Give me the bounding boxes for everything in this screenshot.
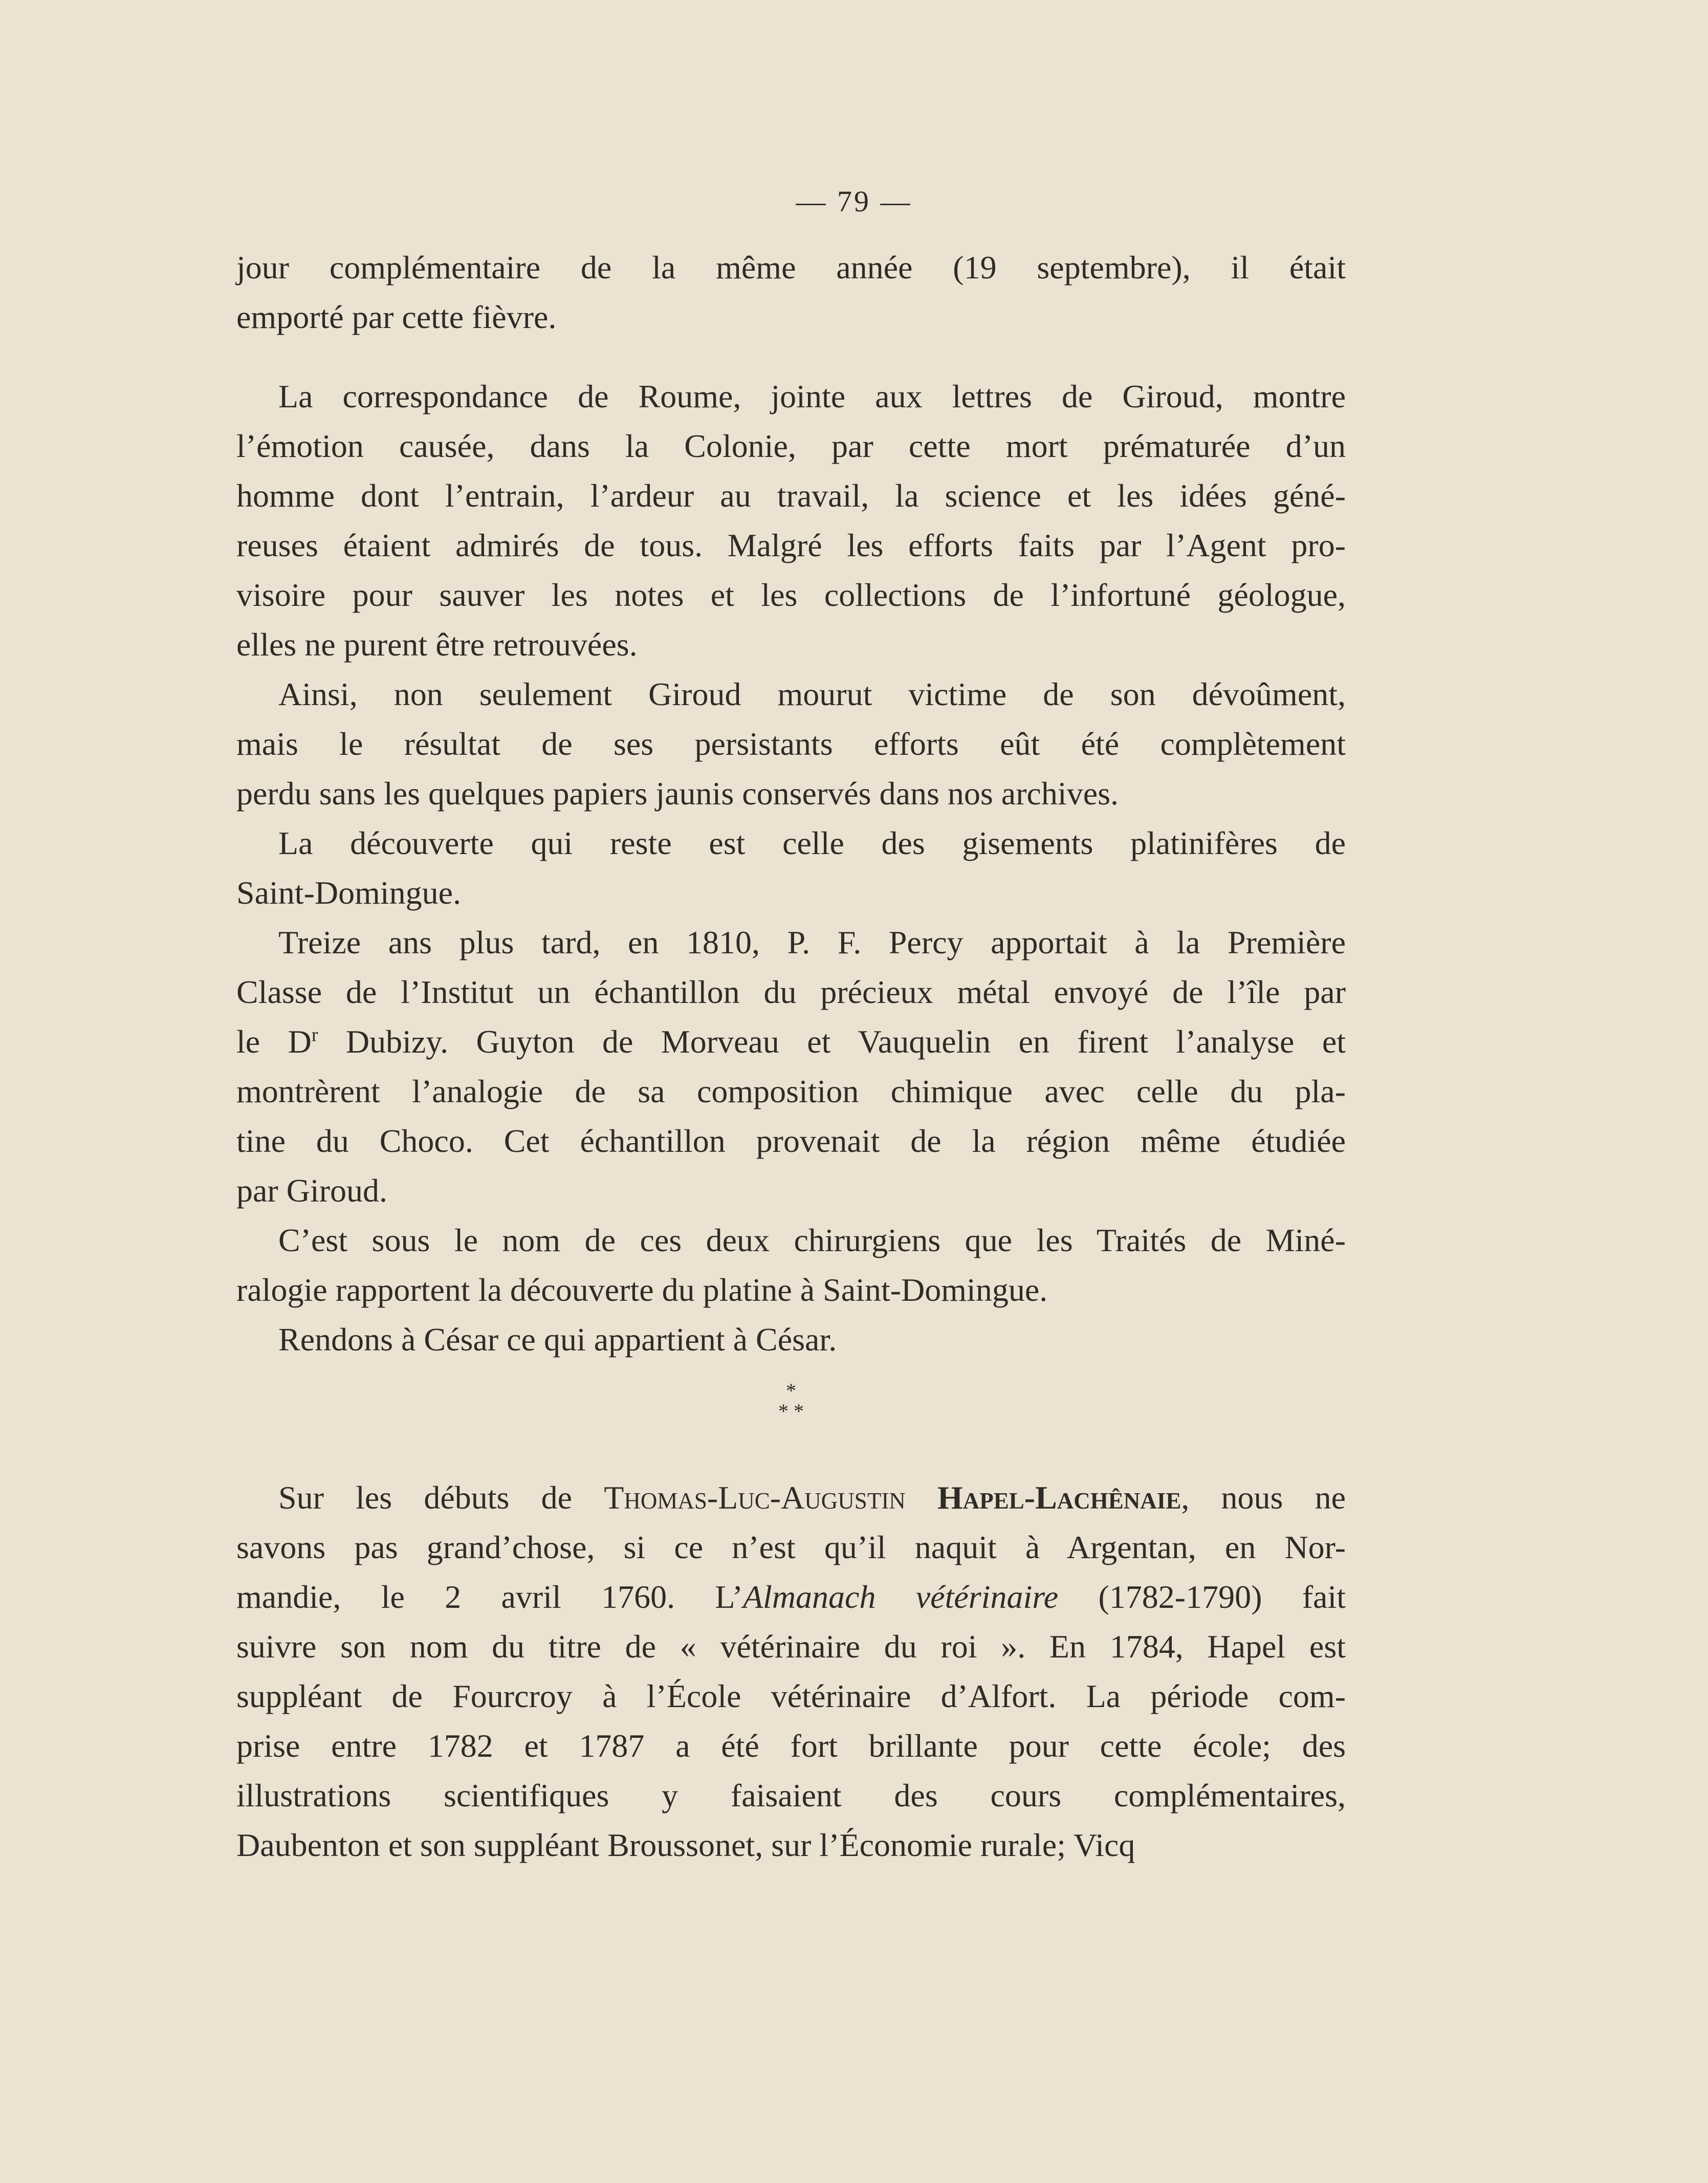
text-run: reuses étaient admirés de tous. Malgré les efforts faits par l’Agent pro- — [236, 527, 1346, 563]
text-run: le D — [236, 1023, 312, 1060]
text-run: emporté par cette fièvre. — [236, 299, 557, 335]
text-run: l’émotion causée, dans la Colonie, par cette mort prématurée d’un — [236, 428, 1346, 464]
text-run: mais le résultat de ses persistants efforts eût été complètement — [236, 726, 1346, 762]
paragraph — [236, 918, 1346, 1215]
text-run: montrèrent l’analogie de sa composition chimique avec celle du pla- — [236, 1073, 1346, 1109]
text-run: illustrations scientifiques y faisaient des cours complémentaires, — [236, 1777, 1346, 1814]
text-run: Sur les débuts de — [278, 1479, 604, 1516]
text-line — [236, 620, 1346, 669]
page-number: — 79 — — [796, 185, 912, 218]
text-line — [236, 719, 1346, 769]
text-line — [236, 918, 1346, 967]
text-line — [236, 1522, 1346, 1572]
text-line — [236, 1215, 1346, 1265]
text-run: r — [311, 1024, 318, 1046]
text-run: ralogie rapportent la découverte du platine à Saint-Domingue. — [236, 1272, 1048, 1308]
paragraph — [236, 818, 1346, 918]
text-run: Treize ans plus tard, en 1810, P. F. Percy apportait à la Première — [278, 924, 1346, 960]
text-line — [236, 292, 1346, 342]
paragraph — [236, 669, 1346, 818]
text-run: C’est sous le nom de ces deux chirurgiens que les Traités de Miné- — [278, 1222, 1346, 1258]
text-line — [236, 818, 1346, 868]
text-line — [236, 520, 1346, 570]
text-line — [236, 1473, 1346, 1522]
text-run — [906, 1479, 937, 1516]
text-line — [236, 1315, 1346, 1364]
text-run: jour complémentaire de la même année (19 septembre), il était — [236, 249, 1346, 286]
text-run: Ainsi, non seulement Giroud mourut victime de son dévoûment, — [278, 676, 1346, 712]
text-line — [236, 372, 1346, 421]
text-run: savons pas grand’chose, si ce n’est qu’il naquit à Argentan, en Nor- — [236, 1529, 1346, 1565]
text-run: prise entre 1782 et 1787 a été fort brillante pour cette école; des — [236, 1728, 1346, 1764]
text-line — [236, 243, 1346, 292]
separator-stars-bottom: * * — [778, 1400, 804, 1423]
paragraph — [236, 1215, 1346, 1315]
text-line — [236, 570, 1346, 620]
text-run: perdu sans les quelques papiers jaunis conservés dans nos archives. — [236, 775, 1119, 812]
text-run: par Giroud. — [236, 1172, 388, 1209]
text-run: homme dont l’entrain, l’ardeur au travail, la science et les idées géné- — [236, 477, 1346, 514]
text-line — [236, 1265, 1346, 1315]
text-run: (1782-1790) fait — [1058, 1579, 1346, 1615]
paragraph — [236, 372, 1346, 669]
text-run: La correspondance de Roume, jointe aux lettres de Giroud, montre — [278, 378, 1346, 414]
text-line — [236, 967, 1346, 1017]
text-line — [236, 421, 1346, 471]
text-run: La découverte qui reste est celle des gisements platinifères de — [278, 825, 1346, 861]
text-run: Rendons à César ce qui appartient à César. — [278, 1321, 837, 1358]
text-run: Dubizy. Guyton de Morveau et Vauquelin en firent l’analyse et — [318, 1023, 1346, 1060]
text-run: Daubenton et son suppléant Broussonet, sur l’Économie rurale; Vicq — [236, 1827, 1135, 1863]
text-line — [236, 868, 1346, 918]
text-run: elles ne purent être retrouvées. — [236, 626, 638, 663]
text-run: suivre son nom du titre de « vétérinaire du roi ». En 1784, Hapel est — [236, 1628, 1346, 1665]
text-line — [236, 471, 1346, 520]
text-run: mandie, le 2 avril 1760. L’ — [236, 1579, 743, 1615]
book-title: Almanach vétérinaire — [742, 1579, 1059, 1615]
given-names: Thomas-Luc-Augustin — [604, 1479, 906, 1516]
subject-name: Hapel-Lachênaie — [937, 1479, 1181, 1516]
text-run: , nous ne — [1181, 1479, 1346, 1516]
text-line — [236, 1066, 1346, 1116]
paragraph — [236, 1315, 1346, 1364]
text-line — [236, 1017, 1346, 1066]
separator-stars-top: * — [786, 1379, 796, 1402]
text-line — [236, 1820, 1346, 1870]
text-run: tine du Choco. Cet échantillon provenait de la région même étudiée — [236, 1123, 1346, 1159]
text-run: suppléant de Fourcroy à l’École vétérinaire d’Alfort. La période com- — [236, 1678, 1346, 1714]
text-run: visoire pour sauver les notes et les collections de l’infortuné géologue, — [236, 577, 1346, 613]
text-line — [236, 1116, 1346, 1166]
text-line — [236, 1671, 1346, 1721]
body-text — [236, 243, 1346, 1870]
text-line — [236, 669, 1346, 719]
paragraph — [236, 1473, 1346, 1870]
text-line — [236, 1572, 1346, 1622]
text-line — [236, 769, 1346, 818]
paragraph — [236, 243, 1346, 342]
section-separator-asterism — [236, 1381, 1346, 1442]
text-line — [236, 1771, 1346, 1820]
text-line — [236, 1622, 1346, 1671]
text-line — [236, 1166, 1346, 1215]
text-run: Classe de l’Institut un échantillon du précieux métal envoyé de l’île par — [236, 974, 1346, 1010]
text-line — [236, 1721, 1346, 1771]
text-run: Saint-Domingue. — [236, 875, 462, 911]
